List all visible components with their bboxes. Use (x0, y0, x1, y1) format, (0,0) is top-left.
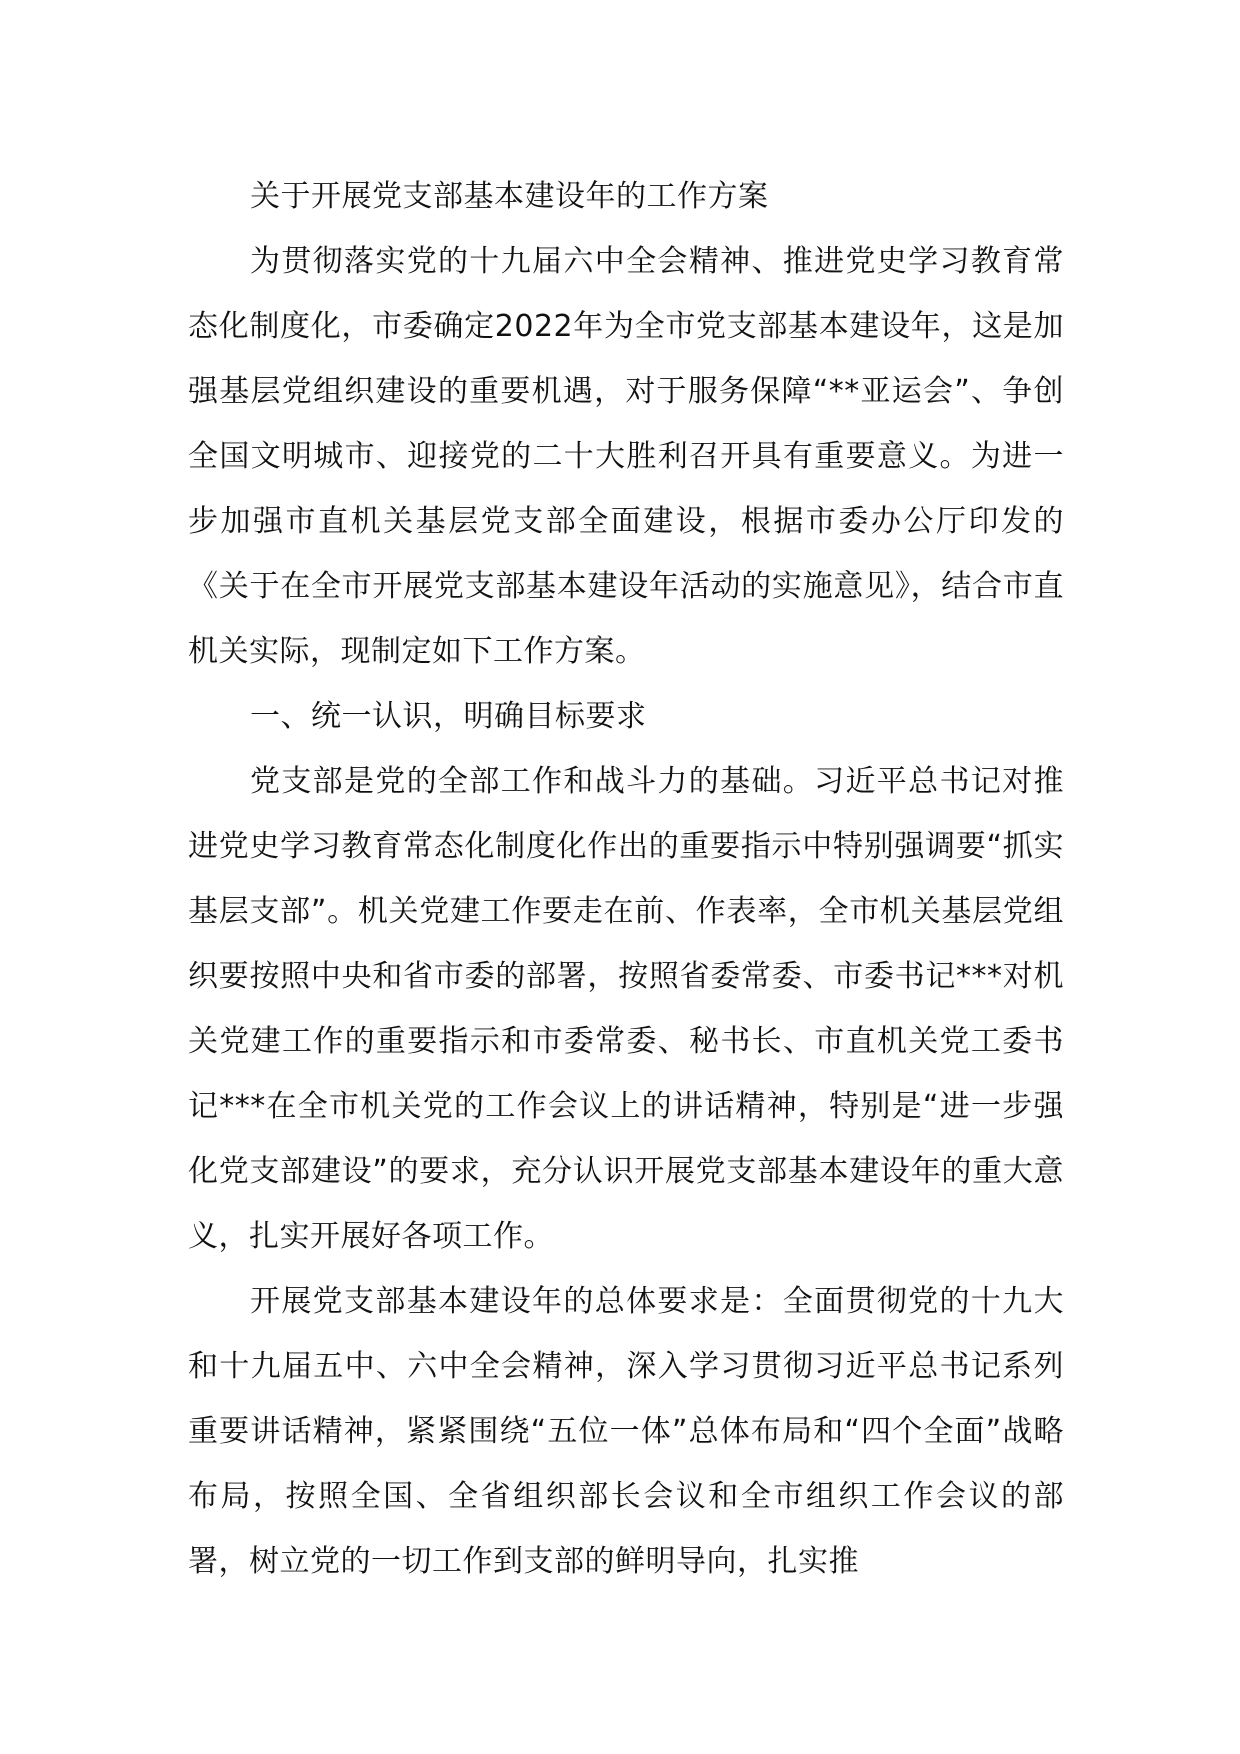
section-heading-1: 一、统一认识，明确目标要求 (250, 699, 647, 734)
paragraph-intro: 为贯彻落实党的十九届六中全会精神、推进党史学习教育常态化制度化，市委确定2022年为全市党支部基本建设年，这是加强基层党组织建设的重要机遇，对于服务保障“**亚运会”、争创全国文明城市、迎接党的二十大胜利召开具有重要意义。为进一步加强市直机关基层党支部全面建设，根据市委办公厅印发的《关于在全市开展党支部基本建设年活动的实施意见》，结合市直机关实际，现制定如下工作方案。 (188, 244, 1064, 669)
document-title: 关于开展党支部基本建设年的工作方案 (250, 179, 769, 214)
paragraph-section-1-b: 开展党支部基本建设年的总体要求是：全面贯彻党的十九大和十九届五中、六中全会精神，深入学习贯彻习近平总书记系列重要讲话精神，紧紧围绕“五位一体”总体布局和“四个全面”战略布局，按照全国、全省组织部长会议和全市组织工作会议的部署，树立党的一切工作到支部的鲜明导向，扎实推 (188, 1284, 1064, 1579)
document-body (188, 164, 1064, 1594)
paragraph-section-1-a: 党支部是党的全部工作和战斗力的基础。习近平总书记对推进党史学习教育常态化制度化作出的重要指示中特别强调要“抓实基层支部”。机关党建工作要走在前、作表率，全市机关基层党组织要按照中央和省市委的部署，按照省委常委、市委书记***对机关党建工作的重要指示和市委常委、秘书长、市直机关党工委书记***在全市机关党的工作会议上的讲话精神，特别是“进一步强化党支部建设”的要求，充分认识开展党支部基本建设年的重大意义，扎实开展好各项工作。 (188, 764, 1064, 1254)
